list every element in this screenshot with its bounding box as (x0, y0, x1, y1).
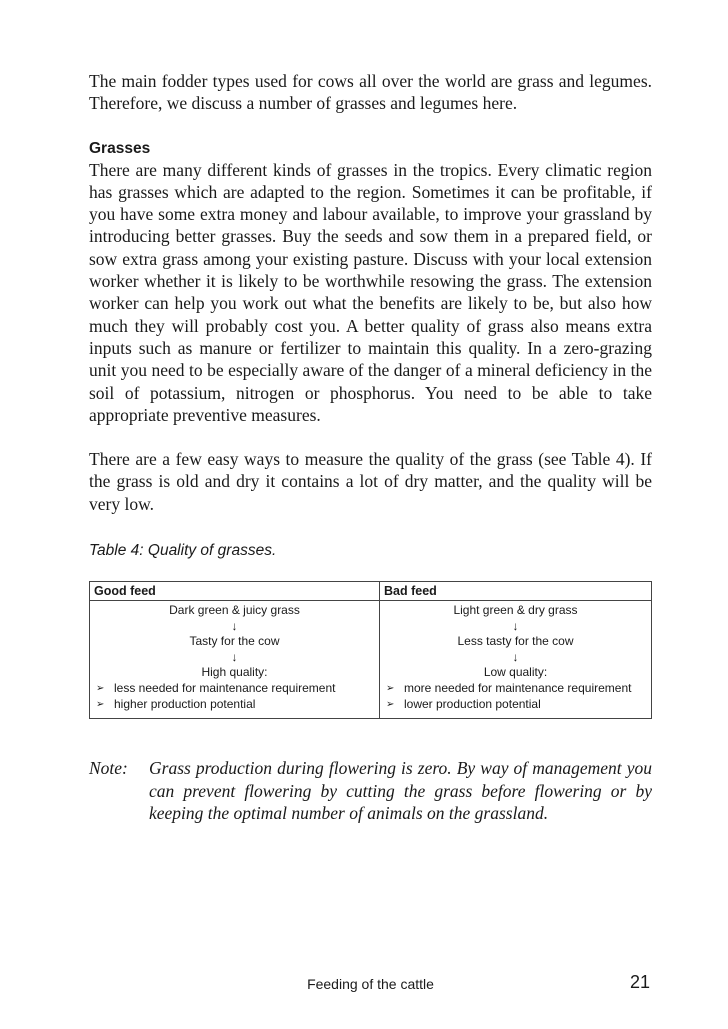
good-line-3: High quality: (201, 665, 268, 680)
page-footer (89, 972, 652, 996)
table-caption: Table 4: Quality of grasses. (89, 542, 277, 560)
bad-line-2: Less tasty for the cow (457, 634, 574, 649)
good-line-1: Dark green & juicy grass (169, 603, 300, 618)
bad-line-1: Light green & dry grass (453, 603, 578, 618)
down-arrow-icon: ↓ (231, 618, 238, 633)
arrow-bullet-icon: ➢ (386, 698, 395, 710)
arrow-bullet-icon: ➢ (96, 698, 105, 710)
bad-feed-cell (380, 601, 652, 719)
down-arrow-icon: ↓ (512, 649, 519, 664)
bad-bullet-text: more needed for maintenance requirement (404, 681, 632, 696)
note-text: Grass production during flowering is zero. By way of management you can prevent flowering by cutting the grass before flowering or by keeping the optimal number of animals on the grassland. (149, 758, 652, 823)
note-block (89, 757, 652, 824)
good-bullet-text: higher production potential (114, 696, 256, 711)
header-good-feed: Good feed (90, 582, 380, 601)
list-item (384, 681, 647, 697)
table-header-row (90, 582, 652, 601)
footer-title: Feeding of the cattle (307, 976, 434, 992)
down-arrow-icon: ↓ (512, 618, 519, 633)
page-content (89, 70, 652, 824)
good-bullet-text: less needed for maintenance requirement (114, 681, 336, 696)
bad-bullet-text: lower production potential (404, 696, 541, 711)
down-arrow-icon: ↓ (231, 649, 238, 664)
intro-paragraph: The main fodder types used for cows all over the world are grass and legumes. Therefore, we discuss a number of grasses and legumes here. (89, 71, 652, 114)
bad-bullet-list (384, 681, 647, 712)
good-bullet-list (94, 681, 375, 712)
good-line-2: Tasty for the cow (189, 634, 280, 649)
list-item (94, 681, 375, 697)
header-bad-feed: Bad feed (380, 582, 652, 601)
list-item (94, 697, 375, 713)
grasses-paragraph-1: There are many different kinds of grasses in the tropics. Every climatic region has grasses which are adapted to the region. Sometimes it can be profitable, if you have some extra money and labour available, to improve your grassland by introducing better grasses. Buy the seeds and sow them in a prepared field, or sow extra grass among your existing pasture. Discuss with your local extension worker whether it is likely to be worthwhile resowing the grass. The extension worker can help you work out what the benefits are likely to be, but also how much they will probably cost you. A better quality of grass also means extra inputs such as manure or fertilizer to maintain this quality. In a zero-grazing unit you need to be especially aware of the danger of a mineral deficiency in the soil of potassium, nitrogen or phosphorus. You need to be able to take appropriate preventive measures. (89, 159, 652, 425)
bad-line-3: Low quality: (483, 665, 548, 680)
arrow-bullet-icon: ➢ (386, 683, 395, 695)
list-item (384, 697, 647, 713)
quality-table (89, 581, 652, 719)
note-label: Note: (89, 758, 128, 779)
grasses-paragraph-2: There are a few easy ways to measure the quality of the grass (see Table 4). If the grass is old and dry it contains a lot of dry matter, and the quality will be very low. (89, 449, 652, 514)
page-number: 21 (629, 972, 650, 992)
arrow-bullet-icon: ➢ (96, 683, 105, 695)
section-heading-grasses: Grasses (89, 139, 151, 157)
good-feed-cell (90, 601, 380, 719)
table-row (90, 601, 652, 719)
